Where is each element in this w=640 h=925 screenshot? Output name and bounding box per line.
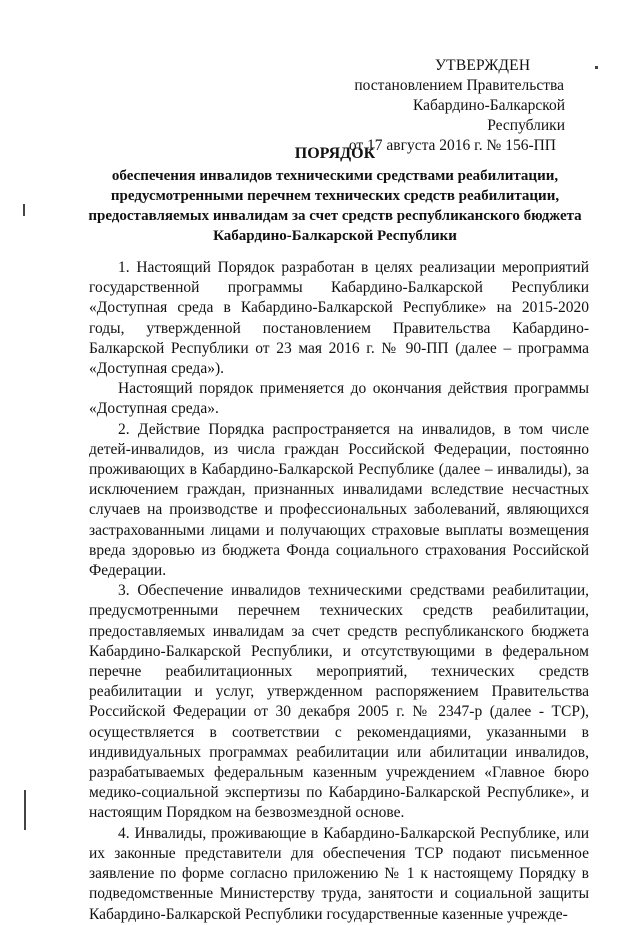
scan-edge-mark-left-top xyxy=(23,204,25,216)
title-subtitle: обеспечения инвалидов техническими средствами реабилитации, предусмотренными перечнем технических средств реабилитации, предоставляемых инвалидам за счет средств республиканского бюджета Кабардино-Балкарской Республики xyxy=(88,168,582,244)
paragraph-1: 1. Настоящий Порядок разработан в целях реализации мероприятий государственной программы Кабардино-Балкарской Республики «Доступная среда в Кабардино-Балкарской Республике» на 2015-2020 годы, утвержденной постановлением Правительства Кабардино-Балкарской Республики от 23 мая 2016 г. № 90-ПП (далее – программа «Доступная среда»). xyxy=(89,259,589,378)
paragraph-2: Настоящий порядок применяется до окончания действия программы «Доступная среда». xyxy=(89,380,589,418)
approval-block xyxy=(340,56,600,156)
scan-edge-mark-left-bottom xyxy=(24,790,26,830)
approval-line-2: Кабардино-Балкарской Республики xyxy=(413,97,565,134)
approval-heading: УТВЕРЖДЕН xyxy=(435,57,531,74)
paragraph-4: 3. Обеспечение инвалидов техническими средствами реабилитации, предусмотренными перечнем технических средств реабилитации, предоставляемых инвалидам за счет средств республиканского бюджета Кабардино-Балкарской Республики, и отсутствующими в федеральном перечне реабилитационных мероприятий, технических средств реабилитации и услуг, утвержденном распоряжением Правительства Российской Федерации от 30 декабря 2005 г. № 2347-р (далее - ТСР), осуществляется в соответствии с рекомендациями, указанными в индивидуальных программах реабилитации или абилитации инвалидов, разрабатываемых федеральным казенным учреждением «Главное бюро медико-социальной экспертизы по Кабардино-Балкарской Республике», и настоящим Порядком на безвозмездной основе. xyxy=(89,582,589,822)
approval-line-1: постановлением Правительства xyxy=(354,77,564,94)
title-heading: ПОРЯДОК xyxy=(294,145,376,162)
document-body xyxy=(89,258,589,925)
document-title xyxy=(80,144,590,246)
scan-edge-mark-right xyxy=(595,66,598,69)
approval-line-3: от 17 августа 2016 г. № 156-ПП xyxy=(348,137,556,154)
paragraph-3: 2. Действие Порядка распространяется на инвалидов, в том числе детей-инвалидов, из числа граждан Российской Федерации, постоянно проживающих в Кабардино-Балкарской Республике (далее – инвалиды), за исключением граждан, признанных инвалидами вследствие несчастных случаев на производстве и профессиональных заболеваний, являющихся застрахованными лицами и получающих страховые выплаты возмещения вреда здоровью из бюджета Фонда социального страхования Российской Федерации. xyxy=(89,420,589,580)
paragraph-5: 4. Инвалиды, проживающие в Кабардино-Балкарской Республике, или их законные представители для обеспечения ТСР подают письменное заявление по форме согласно приложению № 1 к настоящему Порядку в подведомственные Министерству труда, занятости и социальной защиты Кабардино-Балкарской Республики государственные казенные учрежде- xyxy=(89,824,589,923)
